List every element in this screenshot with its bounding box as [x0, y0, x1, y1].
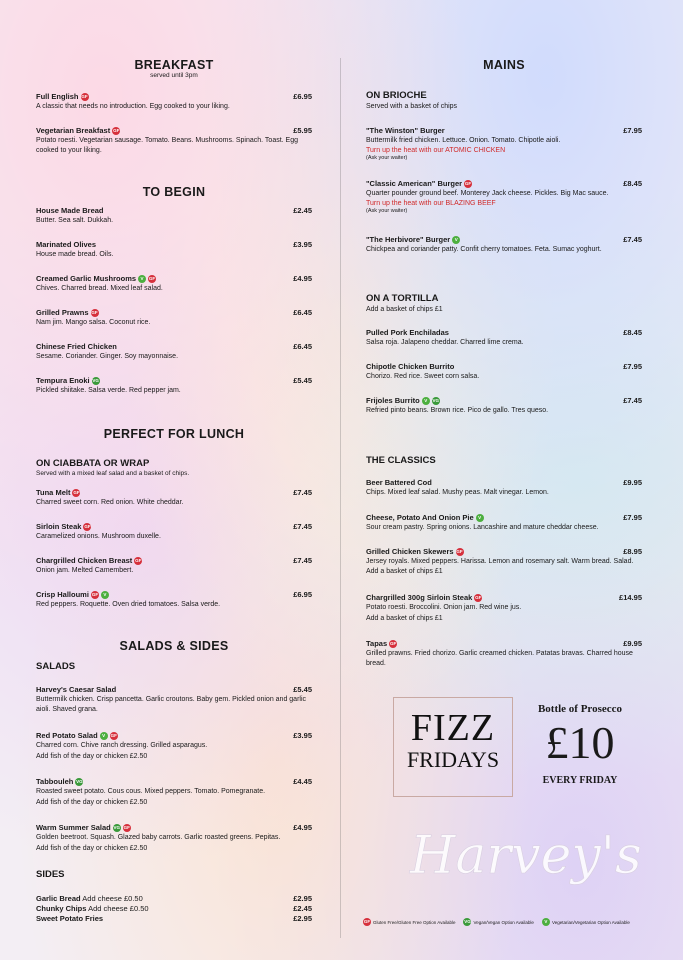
item-name: Grilled Chicken Skewers: [366, 547, 454, 556]
item-desc: Refried pinto beans. Brown rice. Pico de gallo. Tres queso.: [366, 407, 549, 414]
brand-text: Harvey's: [410, 826, 642, 886]
item-extra: Add fish of the day or chicken £2.50: [36, 798, 148, 806]
item-name: Red Potato Salad: [36, 731, 98, 740]
gluten-free-icon: GF: [456, 548, 463, 554]
menu-item: [36, 274, 312, 294]
vegetarian-icon: V: [100, 732, 108, 740]
item-desc: Pickled shiitake. Salsa verde. Red pepper jam.: [36, 387, 181, 394]
menu-item: [36, 342, 312, 362]
menu-item: [36, 556, 312, 576]
item-name: "Classic American" Burger: [366, 179, 463, 188]
legend-vg-label: Vegan/Vegan Option Available: [473, 919, 534, 925]
item-desc: Nam jim. Mango salsa. Coconut rice.: [36, 319, 151, 326]
gluten-free-icon: GF: [110, 732, 117, 738]
menu-item: [366, 478, 642, 498]
item-price: £8.45: [623, 179, 642, 188]
vegan-icon: VG: [432, 397, 440, 403]
item-desc: Salsa roja. Jalapeno cheddar. Charred lime crema.: [366, 339, 524, 346]
gluten-free-icon: GF: [73, 489, 80, 495]
side-price: £2.95: [293, 894, 312, 903]
heat-upgrade: Turn up the heat with our BLAZING BEEF: [366, 199, 496, 207]
menu-item: [36, 777, 312, 807]
vegetarian-icon: V: [542, 918, 550, 926]
item-desc: Buttermilk chicken. Crisp pancetta. Garlic croutons. Baby gem. Pickled onion and garlic aioli. Shaved grana.: [36, 696, 307, 713]
item-desc: Charred corn. Chive ranch dressing. Grilled asparagus.: [36, 742, 208, 749]
fizz-text: FIZZ: [410, 707, 496, 749]
item-name: "The Herbivore" Burger: [366, 235, 451, 244]
item-extra: Add a basket of chips £1: [366, 614, 443, 622]
every-friday-label: EVERY FRIDAY: [542, 775, 618, 786]
brioche-note: Served with a basket of chips: [366, 103, 458, 110]
side-extra: Add cheese £0.50: [88, 904, 149, 913]
promo-price: £10: [545, 717, 615, 768]
item-name: Crisp Halloumi: [36, 590, 89, 599]
breakfast-subtitle: served until 3pm: [150, 72, 198, 79]
sides-list: [36, 894, 312, 924]
side-row: [36, 904, 312, 914]
menu-item: [366, 639, 642, 668]
menu-item: [366, 593, 642, 623]
side-price: £2.95: [293, 914, 312, 923]
item-price: £3.95: [293, 731, 312, 740]
item-price: £7.95: [623, 126, 642, 135]
item-name: Tapas: [366, 639, 388, 648]
item-desc: Grilled prawns. Fried chorizo. Garlic creamed chicken. Patatas bravas. Charred house bread.: [366, 650, 633, 667]
item-name: Sirloin Steak: [36, 522, 82, 531]
side-name: Sweet Potato Fries: [36, 914, 104, 923]
menu-item: [36, 308, 312, 328]
tortilla-subheading: ON A TORTILLA: [366, 293, 439, 304]
lunch-title: PERFECT FOR LUNCH: [103, 427, 245, 441]
gluten-free-icon: GF: [390, 640, 397, 646]
column-divider: [340, 58, 341, 938]
item-name: Vegetarian Breakfast: [36, 126, 111, 135]
item-price: £8.95: [623, 547, 642, 556]
item-desc: Chips. Mixed leaf salad. Mushy peas. Malt vinegar. Lemon.: [366, 489, 549, 496]
item-name: Cheese, Potato And Onion Pie: [366, 513, 474, 522]
item-price: £3.95: [293, 240, 312, 249]
item-name: Tabbouleh: [36, 777, 74, 786]
menu-item: [366, 328, 642, 348]
item-price: £9.95: [623, 478, 642, 487]
item-desc: Potato roesti. Vegetarian sausage. Tomato. Beans. Mushrooms. Spinach. Toast. Egg cooked to your liking.: [36, 137, 299, 154]
item-price: £8.45: [623, 328, 642, 337]
item-desc: Charred sweet corn. Red onion. White cheddar.: [36, 499, 184, 506]
heat-upgrade: Turn up the heat with our ATOMIC CHICKEN: [366, 146, 506, 154]
menu-item: [366, 547, 642, 576]
item-price: £9.95: [623, 639, 642, 648]
legend-gf-label: Gluten Free/Gluten Free Option Available: [373, 919, 456, 925]
side-name: Chunky Chips: [36, 904, 87, 913]
legend-gf: [363, 918, 455, 926]
gluten-free-icon: GF: [123, 824, 130, 830]
item-price: £5.45: [293, 685, 312, 694]
side-price: £2.45: [293, 904, 312, 913]
item-desc: Chives. Charred bread. Mixed leaf salad.: [36, 285, 163, 292]
gluten-free-icon: GF: [135, 557, 142, 563]
legend-v-label: Vegetarian/Vegetarian Option Available: [551, 919, 630, 925]
menu-item: [36, 206, 312, 226]
item-desc: Buttermilk fried chicken. Lettuce. Onion. Tomato. Chipotle aioli.: [366, 137, 561, 144]
item-desc: House made bread. Oils.: [36, 251, 114, 258]
vegan-icon: VG: [76, 778, 83, 784]
vegan-icon: VG: [464, 919, 471, 924]
item-name: House Made Bread: [36, 206, 104, 215]
classics-subheading: THE CLASSICS: [366, 455, 436, 466]
mains-title: MAINS: [483, 58, 525, 72]
menu-item: [366, 235, 642, 255]
salads-title: SALADS & SIDES: [119, 639, 229, 653]
vegetarian-icon: V: [476, 514, 484, 522]
item-name: Marinated Olives: [36, 240, 97, 249]
item-name: Tuna Melt: [36, 488, 71, 497]
item-name: Harvey's Caesar Salad: [36, 685, 117, 694]
gluten-free-icon: GF: [363, 919, 371, 924]
item-price: £14.95: [619, 593, 642, 602]
item-name: Warm Summer Salad: [36, 823, 111, 832]
sides-subheading: SIDES: [36, 869, 65, 880]
ask-waiter: (Ask your waiter): [366, 154, 408, 161]
item-price: £7.45: [293, 522, 312, 531]
to-begin-title: TO BEGIN: [142, 185, 206, 199]
item-name: "The Winston" Burger: [366, 126, 445, 135]
item-price: £7.95: [623, 513, 642, 522]
item-name: Chipotle Chicken Burrito: [366, 362, 455, 371]
item-price: £6.45: [293, 342, 312, 351]
vegetarian-icon: V: [138, 275, 146, 283]
salads-subheading: SALADS: [36, 661, 76, 672]
lunch-subheading: ON CIABBATA OR WRAP: [36, 458, 150, 469]
gluten-free-icon: GF: [91, 309, 98, 315]
gluten-free-icon: GF: [464, 180, 472, 186]
dietary-legend: [363, 918, 630, 926]
side-row: [36, 914, 312, 924]
item-price: £6.95: [293, 92, 312, 101]
menu-item: [36, 590, 312, 610]
brioche-subheading: ON BRIOCHE: [366, 90, 427, 101]
item-desc: Sour cream pastry. Spring onions. Lancashire and mature cheddar cheese.: [366, 524, 599, 531]
menu-item: [366, 126, 642, 162]
item-desc: Sesame. Coriander. Ginger. Soy mayonnaise.: [36, 353, 179, 360]
item-name: Chinese Fried Chicken: [36, 342, 117, 351]
menu-item: [36, 126, 312, 155]
item-price: £5.45: [293, 376, 312, 385]
harveys-logo: [400, 815, 650, 895]
item-price: £2.45: [293, 206, 312, 215]
item-desc: Caramelized onions. Mushroom duxelle.: [36, 533, 161, 540]
menu-item: [36, 240, 312, 260]
menu-item: [36, 92, 312, 112]
item-name: Full English: [36, 92, 79, 101]
item-name: Chargrilled Chicken Breast: [36, 556, 133, 565]
item-price: £6.95: [293, 590, 312, 599]
menu-item: [36, 488, 312, 508]
item-name: Grilled Prawns: [36, 308, 89, 317]
menu-item: [366, 513, 642, 533]
item-desc: Quarter pounder ground beef. Monterey Jack cheese. Pickles. Big Mac sauce.: [366, 190, 609, 197]
side-name: Garlic Bread: [36, 894, 81, 903]
menu-item: [36, 823, 312, 853]
gluten-free-icon: GF: [91, 591, 99, 597]
item-name: Creamed Garlic Mushrooms: [36, 274, 137, 283]
item-desc: Butter. Sea salt. Dukkah.: [36, 217, 114, 224]
vegan-icon: VG: [113, 824, 120, 830]
item-desc: Red peppers. Roquette. Oven dried tomatoes. Salsa verde.: [36, 601, 221, 608]
menu-item: [36, 731, 312, 761]
gluten-free-icon: GF: [475, 594, 482, 600]
breakfast-title: BREAKFAST: [134, 58, 214, 72]
item-price: £7.45: [623, 396, 642, 405]
item-price: £7.45: [293, 556, 312, 565]
item-price: £4.95: [293, 274, 312, 283]
legend-v: [542, 918, 630, 926]
menu-item: [366, 396, 642, 416]
item-price: £7.95: [623, 362, 642, 371]
prosecco-label: Bottle of Prosecco: [537, 703, 623, 715]
menu-item: [366, 362, 642, 382]
item-name: Frijoles Burrito: [366, 396, 420, 405]
menu-item: [36, 685, 312, 714]
vegetarian-icon: V: [422, 397, 430, 405]
item-desc: A classic that needs no introduction. Egg cooked to your liking.: [36, 103, 230, 110]
item-desc: Chorizo. Red rice. Sweet corn salsa.: [366, 373, 480, 380]
item-name: Beer Battered Cod: [366, 478, 432, 487]
gluten-free-icon: GF: [148, 275, 156, 281]
item-price: £4.95: [293, 823, 312, 832]
item-price: £7.45: [623, 235, 642, 244]
item-price: £5.95: [293, 126, 312, 135]
menu-item: [366, 179, 642, 215]
item-desc: Chickpea and coriander patty. Confit cherry tomatoes. Feta. Sumac yoghurt.: [366, 246, 602, 253]
item-desc: Jersey royals. Mixed peppers. Harissa. Lemon and rosemary salt. Warm bread. Salad. Add a basket of chips £1: [366, 558, 634, 575]
gluten-free-icon: GF: [113, 127, 120, 133]
item-extra: Add fish of the day or chicken £2.50: [36, 844, 148, 852]
item-desc: Onion jam. Melted Camembert.: [36, 567, 134, 574]
item-name: Chargrilled 300g Sirloin Steak: [366, 593, 473, 602]
item-desc: Golden beetroot. Squash. Glazed baby carrots. Garlic roasted greens. Pepitas.: [36, 834, 281, 841]
vegan-icon: VG: [92, 377, 99, 383]
item-desc: Potato roesti. Broccolini. Onion jam. Red wine jus.: [366, 604, 522, 611]
menu-item: [36, 376, 312, 396]
gluten-free-icon: GF: [81, 93, 88, 99]
lunch-note: Served with a mixed leaf salad and a basket of chips.: [36, 470, 190, 477]
fizz-fridays-box: [393, 697, 513, 797]
vegetarian-icon: V: [452, 236, 460, 244]
item-price: £4.45: [293, 777, 312, 786]
item-name: Pulled Pork Enchiladas: [366, 328, 449, 337]
item-price: £7.45: [293, 488, 312, 497]
menu-item: [36, 522, 312, 542]
fridays-text: FRIDAYS: [406, 747, 500, 772]
item-desc: Roasted sweet potato. Cous cous. Mixed peppers. Tomato. Pomegranate.: [36, 788, 266, 795]
gluten-free-icon: GF: [84, 523, 91, 529]
item-name: Tempura Enoki: [36, 376, 90, 385]
side-row: [36, 894, 312, 904]
tortilla-note: Add a basket of chips £1: [366, 306, 443, 313]
side-extra: Add cheese £0.50: [82, 894, 143, 903]
ask-waiter: (Ask your waiter): [366, 207, 408, 214]
vegetarian-icon: V: [101, 591, 109, 599]
legend-vg: [463, 918, 533, 926]
item-extra: Add fish of the day or chicken £2.50: [36, 752, 148, 760]
item-price: £6.45: [293, 308, 312, 317]
